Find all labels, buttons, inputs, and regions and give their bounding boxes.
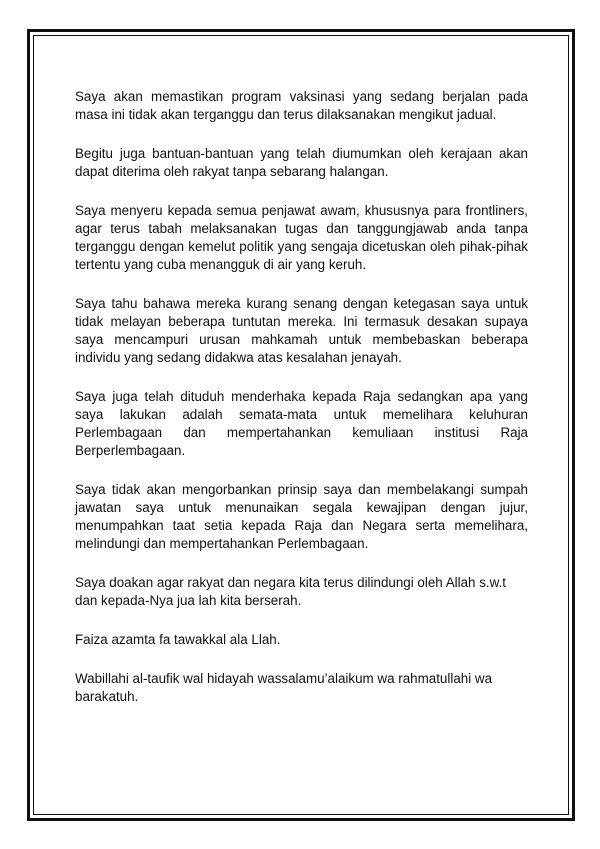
paragraph-closing: Wabillahi al-taufik wal hidayah wassalamu’alaikum wa rahmatullahi wa barakatuh. — [75, 671, 493, 704]
paragraph-accusation: Saya juga telah dituduh menderhaka kepada Raja sedangkan apa yang saya lakukan adalah semata-mata untuk memelihara keluhuran Perlembagaan dan mempertahankan kemuliaan institusi Raja Berperlembagaan. — [75, 389, 528, 458]
paragraph-oath: Saya tidak akan mengorbankan prinsip saya dan membelakangi sumpah jawatan saya untuk menunaikan segala kewajipan dengan jujur, menumpahkan taat setia kepada Raja dan Negara serta memelihara, melindungi dan mempertahankan Perlembagaan. — [75, 482, 528, 551]
paragraph-prayer: Saya doakan agar rakyat dan negara kita terus dilindungi oleh Allah s.w.t dan kepada-Nya jua lah kita berserah. — [75, 575, 507, 608]
document-body — [75, 88, 528, 727]
paragraph-aid: Begitu juga bantuan-bantuan yang telah diumumkan oleh kerajaan akan dapat diterima oleh rakyat tanpa sebarang halangan. — [75, 146, 528, 179]
paragraph-tawakkal: Faiza azamta fa tawakkal ala Llah. — [75, 632, 281, 647]
paragraph-vaccination: Saya akan memastikan program vaksinasi yang sedang berjalan pada masa ini tidak akan terganggu dan terus dilaksanakan mengikut jadual. — [75, 89, 528, 122]
paragraph-demands: Saya tahu bahawa mereka kurang senang dengan ketegasan saya untuk tidak melayan beberapa tuntutan mereka. Ini termasuk desakan supaya saya mencampuri urusan mahkamah untuk membebaskan beberapa individu yang sedang didakwa atas kesalahan jenayah. — [75, 296, 528, 365]
paragraph-civil-servants: Saya menyeru kepada semua penjawat awam, khususnya para frontliners, agar terus tabah melaksanakan tugas dan tanggungjawab anda tanpa terganggu dengan kemelut politik yang sengaja dicetuskan oleh pihak-pihak tertentu yang cuba menangguk di air yang keruh. — [75, 203, 528, 272]
